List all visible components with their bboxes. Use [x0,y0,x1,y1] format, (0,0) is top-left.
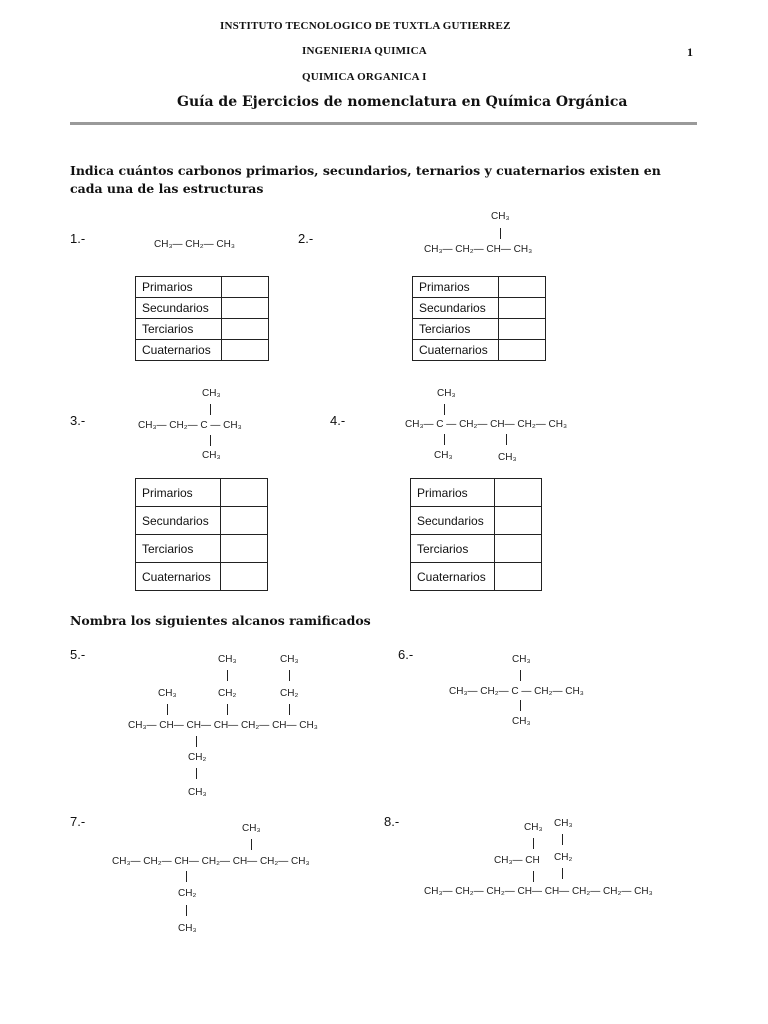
exercise-4-formula: CH₃— C — CH₂— CH— CH₂— CH₃ [405,419,568,430]
ex8-branch-top-b: CH₃ [554,818,573,829]
answer-cell[interactable] [495,535,542,563]
exercise-3-branch-top: CH₃ [202,388,221,399]
answer-cell[interactable] [221,563,268,591]
ex5-branch-bottom-mid: CH₂ [188,752,207,763]
section2-instruction: Nombra los siguientes alcanos ramificados [70,613,371,628]
section1-instruction: Indica cuántos carbonos primarios, secundarios, ternarios y cuaternarios existen en cada una de las estructuras [70,163,661,196]
exercise-5-main-chain: CH₃— CH— CH— CH— CH₂— CH— CH₃ [128,720,318,731]
bond-line [251,839,252,850]
ex6-branch-bottom: CH₃ [512,716,531,727]
row-label-cuaternarios: Cuaternarios [411,563,495,591]
exercise-7-number: 7.- [70,814,86,829]
bond-line [444,434,445,445]
answer-cell[interactable] [222,340,269,361]
answer-cell[interactable] [222,319,269,340]
row-label-secundarios: Secundarios [413,298,499,319]
row-label-primarios: Primarios [411,479,495,507]
row-label-secundarios: Secundarios [136,507,221,535]
page-title: Guía de Ejercicios de nomenclatura en Química Orgánica [177,94,628,110]
row-label-terciarios: Terciarios [413,319,499,340]
ex6-branch-top: CH₃ [512,654,531,665]
answer-cell[interactable] [221,535,268,563]
bond-line [167,704,168,715]
ex7-branch-bottom: CH₃ [178,923,197,934]
answer-cell[interactable] [495,563,542,591]
bond-line [500,228,501,239]
exercise-4-branch-top: CH₃ [437,388,456,399]
ex8-branch-top-a: CH₃ [524,822,543,833]
ex5-branch-bottom: CH₃ [188,787,207,798]
institute-name: INSTITUTO TECNOLOGICO DE TUXTLA GUTIERREZ [220,20,511,32]
ex5-branch-top-1: CH₃ [218,654,237,665]
bond-line [186,871,187,882]
row-label-secundarios: Secundarios [136,298,222,319]
row-label-secundarios: Secundarios [411,507,495,535]
bond-line [196,768,197,779]
ex7-branch-mid: CH₂ [178,888,197,899]
row-label-terciarios: Terciarios [136,319,222,340]
exercise-6-number: 6.- [398,647,414,662]
exercise-4-branch-bottom-1: CH₃ [434,450,453,461]
carbon-count-table-3 [135,478,268,591]
exercise-3-formula: CH₃— CH₂— C — CH₃ [138,420,242,431]
row-label-cuaternarios: Cuaternarios [136,563,221,591]
header-divider [70,122,697,125]
answer-cell[interactable] [221,479,268,507]
answer-cell[interactable] [495,507,542,535]
answer-cell[interactable] [499,277,546,298]
row-label-terciarios: Terciarios [411,535,495,563]
exercise-8-main-chain: CH₃— CH₂— CH₂— CH— CH— CH₂— CH₂— CH₃ [424,886,653,897]
exercise-2-number: 2.- [298,231,314,246]
row-label-primarios: Primarios [413,277,499,298]
ex7-branch-top: CH₃ [242,823,261,834]
ex5-branch-top-2: CH₃ [280,654,299,665]
bond-line [186,905,187,916]
row-label-terciarios: Terciarios [136,535,221,563]
ex5-branch-1: CH₃ [158,688,177,699]
exercise-5-number: 5.- [70,647,86,662]
bond-line [520,700,521,711]
carbon-count-table-2 [412,276,546,361]
answer-cell[interactable] [222,277,269,298]
carbon-count-table-1 [135,276,269,361]
answer-cell[interactable] [499,319,546,340]
answer-cell[interactable] [222,298,269,319]
page-number: 1 [687,45,694,59]
exercise-2-branch-top: CH₃ [491,211,510,222]
answer-cell[interactable] [499,298,546,319]
bond-line [196,736,197,747]
row-label-primarios: Primarios [136,277,222,298]
exercise-1-number: 1.- [70,231,86,246]
exercise-1-formula: CH₃— CH₂— CH₃ [154,239,235,250]
course-name: QUIMICA ORGANICA I [302,71,427,83]
bond-line [533,871,534,882]
bond-line [444,404,445,415]
ex8-sub-chain: CH₃— CH [494,855,540,866]
row-label-cuaternarios: Cuaternarios [413,340,499,361]
exercise-3-number: 3.- [70,413,86,428]
bond-line [210,435,211,446]
bond-line [210,404,211,415]
bond-line [227,670,228,681]
career-name: INGENIERIA QUIMICA [302,45,427,57]
bond-line [289,704,290,715]
answer-cell[interactable] [495,479,542,507]
ex8-branch-mid-b: CH₂ [554,852,573,863]
bond-line [520,670,521,681]
answer-cell[interactable] [499,340,546,361]
bond-line [289,670,290,681]
row-label-primarios: Primarios [136,479,221,507]
carbon-count-table-4 [410,478,542,591]
bond-line [533,838,534,849]
bond-line [506,434,507,445]
bond-line [227,704,228,715]
answer-cell[interactable] [221,507,268,535]
exercise-6-main-chain: CH₃— CH₂— C — CH₂— CH₃ [449,686,584,697]
bond-line [562,868,563,879]
row-label-cuaternarios: Cuaternarios [136,340,222,361]
exercise-2-formula: CH₃— CH₂— CH— CH₃ [424,244,533,255]
exercise-4-branch-bottom-2: CH₃ [498,452,517,463]
bond-line [562,834,563,845]
ex5-branch-mid-2: CH₂ [280,688,299,699]
exercise-7-main-chain: CH₃— CH₂— CH— CH₂— CH— CH₂— CH₃ [112,856,310,867]
exercise-4-number: 4.- [330,413,346,428]
exercise-3-branch-bottom: CH₃ [202,450,221,461]
ex5-branch-mid-1: CH₂ [218,688,237,699]
exercise-8-number: 8.- [384,814,400,829]
